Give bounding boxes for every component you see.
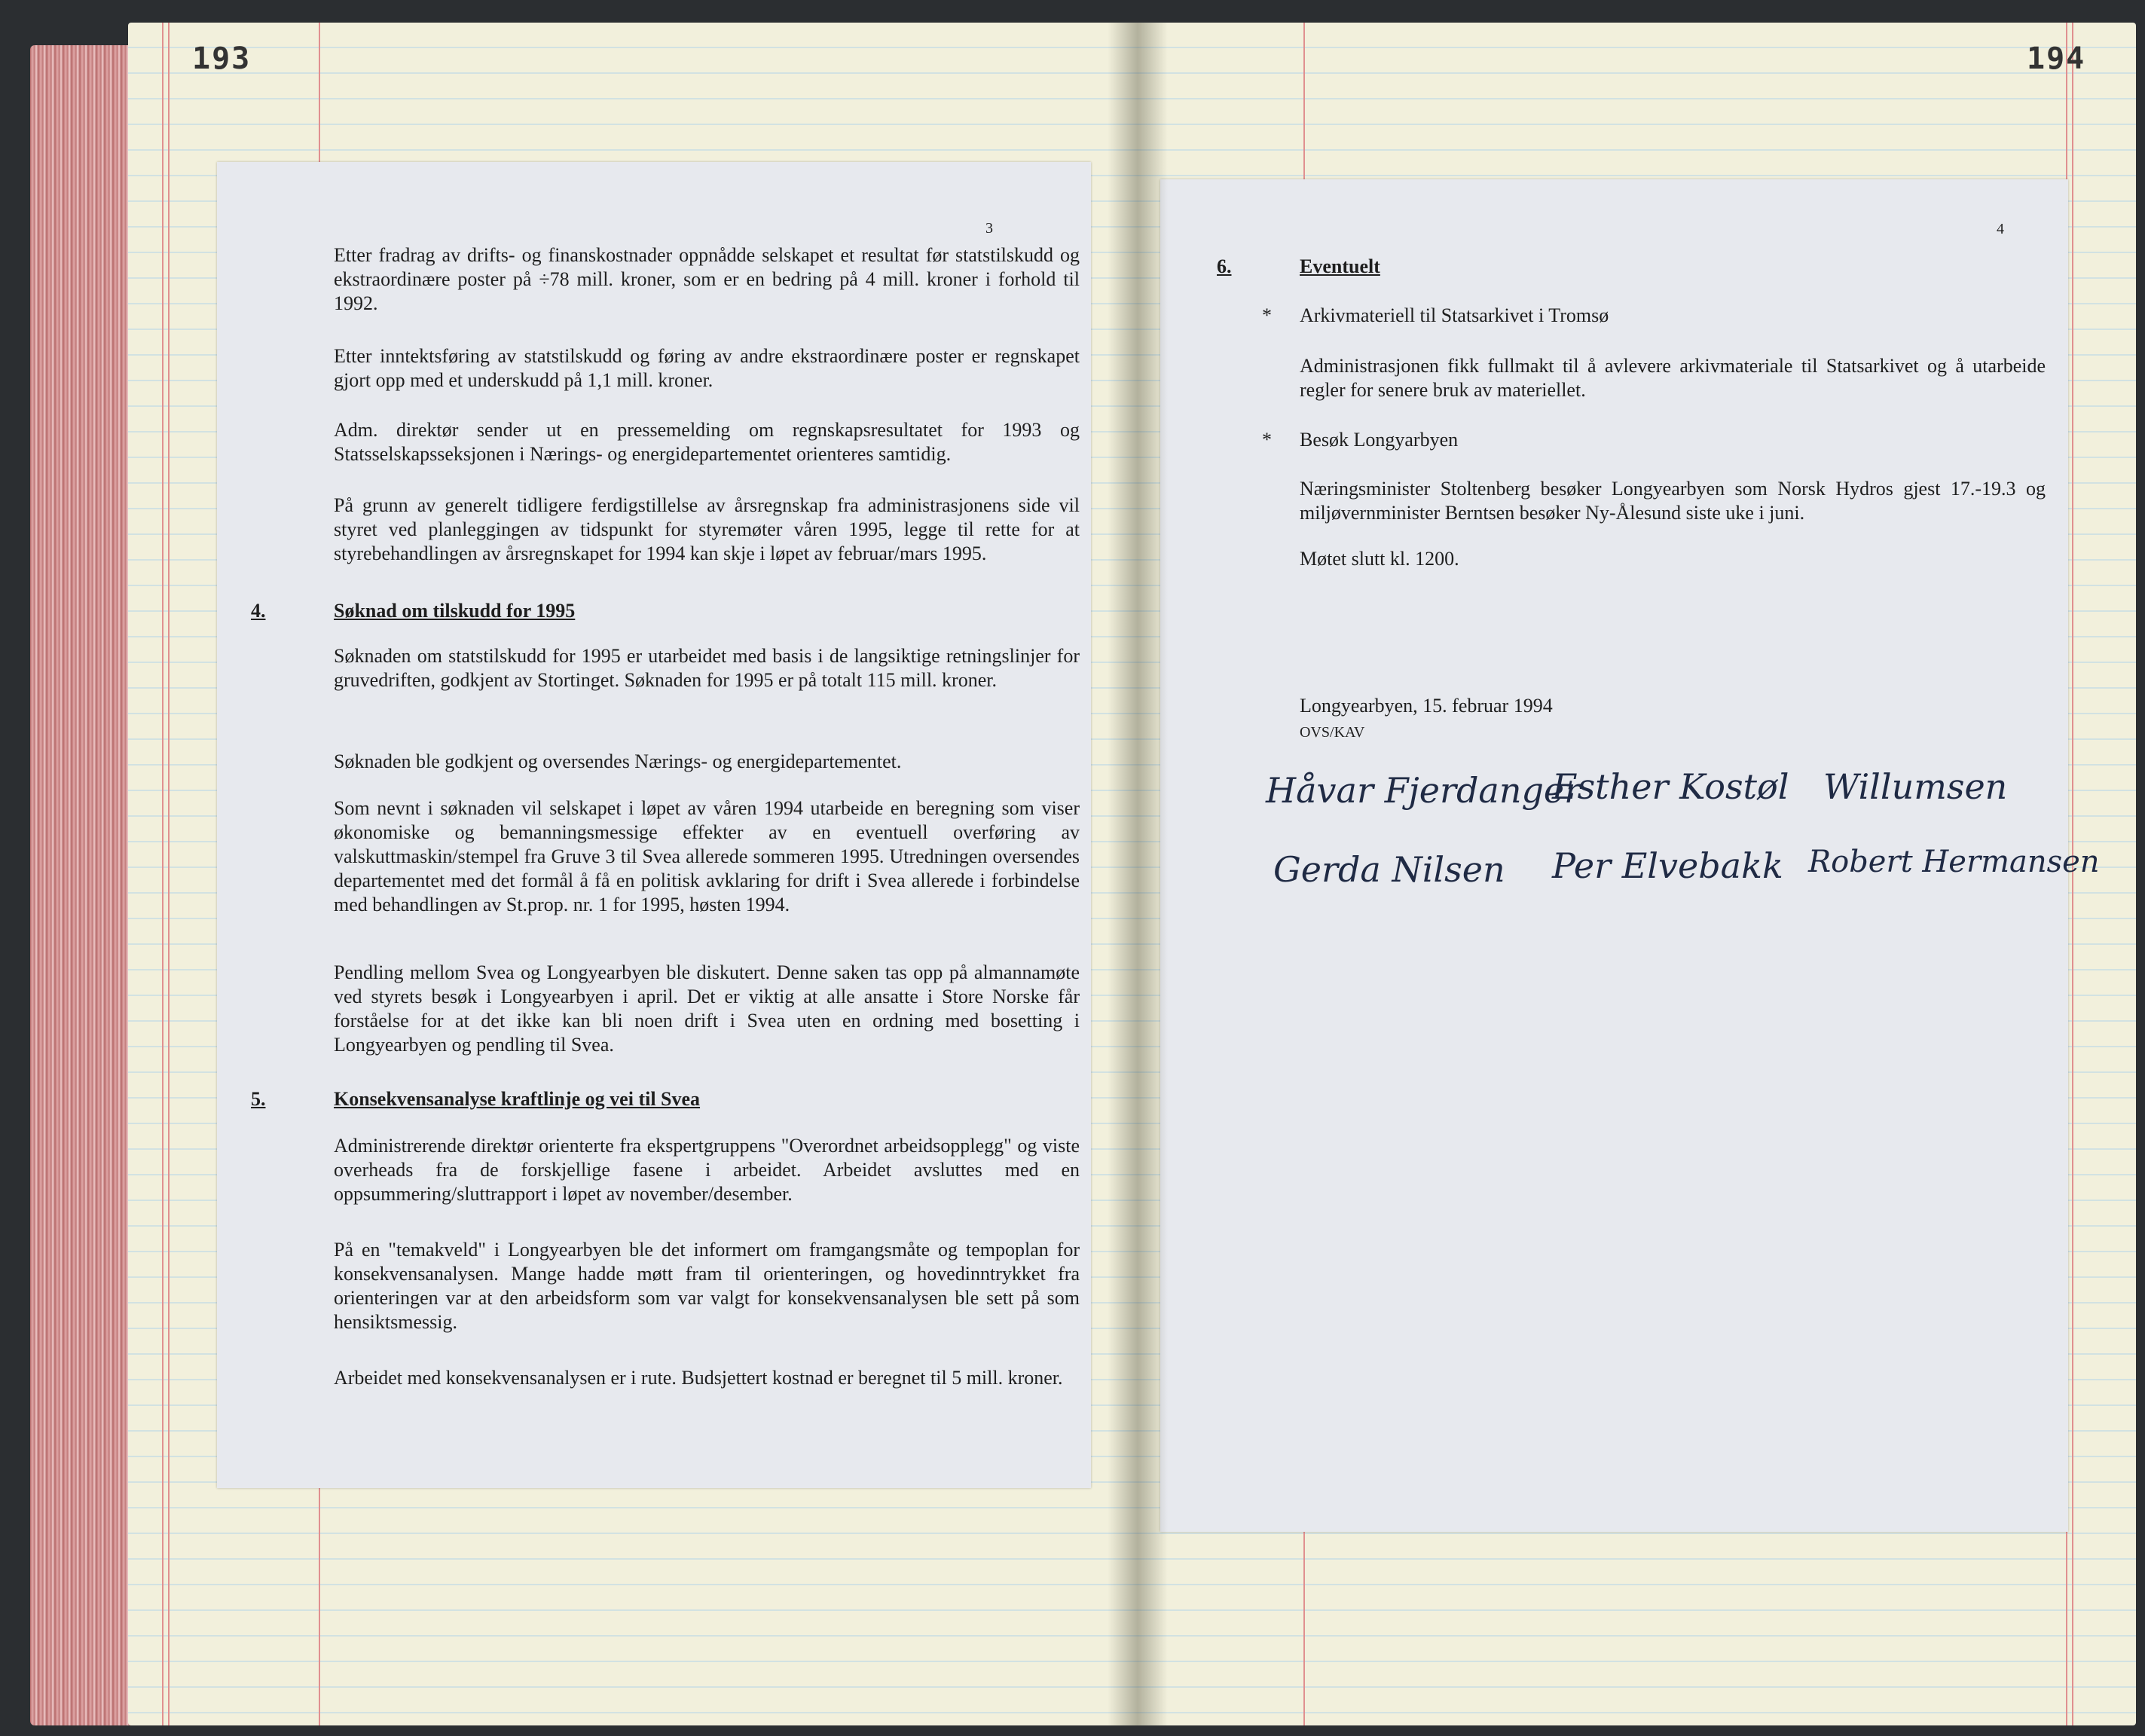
bullet: * — [1262, 304, 1272, 326]
typed-sheet-page-4 — [1160, 179, 2100, 1532]
bullet: * — [1262, 429, 1272, 451]
page-edges — [30, 45, 143, 1725]
paragraph: Administrasjonen fikk fullmakt til å avlevere arkivmateriale til Statsarkivet og å utarbeide regler for senere bruk av materiellet. — [1300, 355, 2046, 401]
initials: OVS/KAV — [1300, 724, 1365, 741]
section-number: 4. — [251, 600, 266, 622]
open-ledger-book — [30, 23, 2140, 1733]
section-title: Eventuelt — [1300, 255, 1380, 277]
section-title: Søknad om tilskudd for 1995 — [334, 600, 576, 622]
place-date: Longyearbyen, 15. februar 1994 — [1300, 695, 1553, 717]
paragraph: Næringsminister Stoltenberg besøker Longyearbyen som Norsk Hydros gjest 17.-19.3 og miljøvernminister Berntsen besøker Ny-Ålesund siste uke i juni. — [1300, 478, 2046, 524]
item-title: Arkivmateriell til Statsarkivet i Tromsø — [1300, 304, 1609, 326]
section-title: Konsekvensanalyse kraftlinje og vei til Svea — [334, 1088, 701, 1110]
item-title: Besøk Longyarbyen — [1300, 429, 1459, 451]
closing-line: Møtet slutt kl. 1200. — [1300, 548, 1459, 570]
paragraph: Søknaden om statstilskudd for 1995 er utarbeidet med basis i de langsiktige retningslinjer for gruvedriften, godkjent av Stortinget. Søknaden for 1995 er på totalt 115 mill. kroner. — [334, 645, 1080, 691]
book-gutter — [1108, 23, 1168, 1725]
paragraph: Adm. direktør sender ut en pressemelding om regnskapsresultatet for 1993 og Statsselskapsseksjonen i Nærings- og energidepartementet orienteres samtidig. — [334, 419, 1080, 465]
paragraph: Som nevnt i søknaden vil selskapet i løpet av våren 1994 utarbeide en beregning som viser økonomiske og bemanningsmessige effekter av en eventuell overføring av valskuttmaskin/stempel fra Gruve 3 til Svea allerede sommeren 1995. Utredningen oversendes departementet med det formål å få en politisk avklaring for drift i Svea allerede i forbindelse med behandlingen av St.prop. nr. 1 for 1995, høsten 1994. — [334, 797, 1080, 915]
paragraph: Etter fradrag av drifts- og finanskostnader oppnådde selskapet et resultat før statstilskudd og ekstraordinære poster på ÷78 mill. kroner, som er en bedring på 4 mill. kroner i forhold til 1992. — [334, 244, 1080, 314]
section-number: 6. — [1217, 255, 1232, 277]
margin-line — [168, 23, 170, 1725]
paragraph: På grunn av generelt tidligere ferdigstillelse av årsregnskap fra administrasjonens side vil styret ved planleggingen av tidspunkt for styremøter våren 1995, legge til rette for at styrebehandlingen av årsregnskapet for 1994 kan skje i løpet av februar/mars 1995. — [334, 494, 1080, 564]
signature: Robert Hermansen — [1808, 845, 2100, 879]
paragraph: Administrerende direktør orienterte fra ekspertgruppens "Overordnet arbeidsopplegg" og viste overheads fra de forskjellige fasene i arbeidet. Arbeidet avsluttes med en oppsummering/sluttrapport i løpet av november/desember. — [334, 1135, 1080, 1205]
signature: Willumsen — [1823, 766, 2008, 807]
ledger-page-right — [1138, 23, 2136, 1725]
signature: Gerda Nilsen — [1273, 849, 1505, 890]
signature: Håvar Fjerdanger — [1266, 770, 1581, 811]
paragraph: På en "temakveld" i Longyearbyen ble det informert om framgangsmåte og tempoplan for konsekvensanalysen. Mange hadde møtt fram til orienteringen, og hovedinntrykket fra orienteringen var at den arbeidsform som var valgt for konsekvensanalysen ble sett på som hensiktsmessig. — [334, 1239, 1080, 1333]
signature: Esther Kostøl — [1552, 766, 1789, 807]
sheet-number: 4 — [1997, 221, 2004, 237]
ledger-page-number: 194 — [2027, 41, 2086, 76]
signature: Per Elvebakk — [1552, 845, 1783, 886]
typed-sheet-page-3 — [217, 162, 1091, 1488]
sheet-number: 3 — [985, 220, 993, 237]
section-number: 5. — [251, 1088, 266, 1110]
paragraph: Søknaden ble godkjent og oversendes Nærings- og energidepartementet. — [334, 750, 902, 772]
ledger-page-number: 193 — [192, 41, 252, 76]
paragraph: Arbeidet med konsekvensanalysen er i rute. Budsjettert kostnad er beregnet til 5 mill. kroner. — [334, 1367, 1063, 1389]
paragraph: Pendling mellom Svea og Longyearbyen ble diskutert. Denne saken tas opp på almannamøte ved styrets besøk i Longyearbyen i april. Det er viktig at alle ansatte i Store Norske får forståelse for at det ikke kan bli noen drift i Svea uten en ordning med bosetting i Longyearbyen og pendling til Svea. — [334, 961, 1080, 1056]
ledger-page-left — [128, 23, 1138, 1725]
margin-line — [162, 23, 163, 1725]
paragraph: Etter inntektsføring av statstilskudd og føring av andre ekstraordinære poster er regnskapet gjort opp med et underskudd på 1,1 mill. kroner. — [334, 345, 1080, 391]
